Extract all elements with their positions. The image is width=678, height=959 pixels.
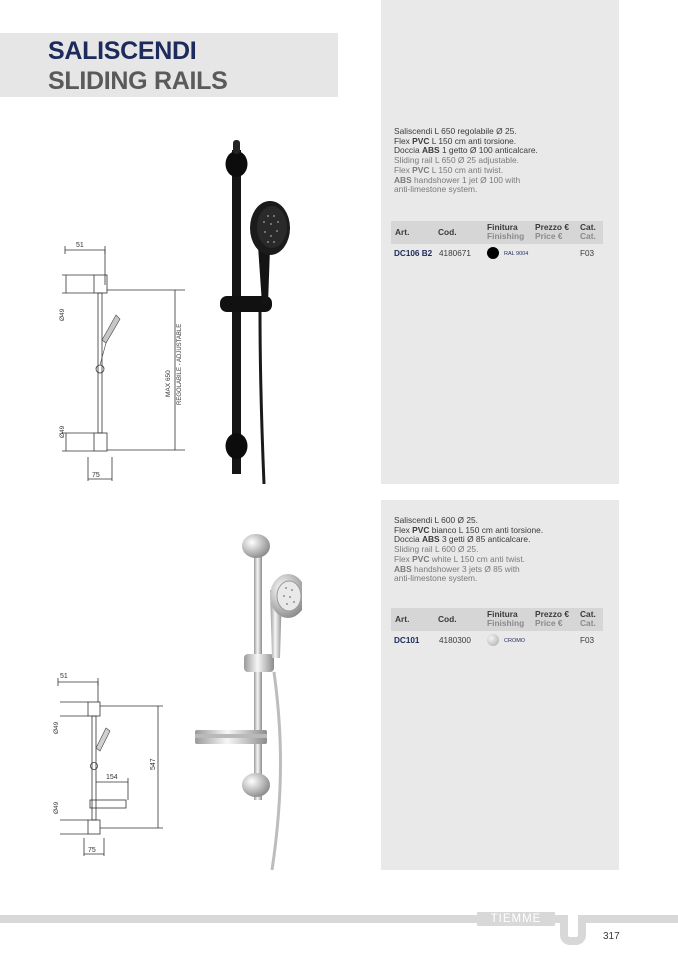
row-finish: CROMO [504, 638, 526, 644]
finish-swatch-chrome [487, 634, 499, 646]
dim-height: 547 [150, 758, 157, 770]
desc-en-line: ABS handshower 1 jet Ø 100 with [394, 174, 521, 185]
dim-bottom: 75 [88, 847, 96, 854]
page-title-it: SALISCENDI [48, 37, 197, 65]
desc-it-line: Saliscendi L 600 Ø 25. [394, 515, 478, 525]
row-cod: 4180300 [439, 636, 471, 645]
row-finish: RAL 9004 [504, 251, 529, 257]
technical-drawing-1 [50, 235, 190, 485]
desc-en-line: Flex PVC white L 150 cm anti twist. [394, 553, 525, 564]
table-header-2 [391, 608, 603, 631]
col-cat: Cat. Cat. [580, 222, 596, 241]
table-header-1 [391, 221, 603, 244]
dim-phi-bottom: Ø49 [53, 801, 60, 814]
dim-shelf: 154 [106, 774, 118, 781]
page-number: 317 [603, 931, 620, 942]
dim-bottom: 75 [92, 472, 100, 479]
desc-it-line: Doccia ABS 3 getti Ø 85 anticalcare. [394, 534, 531, 545]
brand-logo: TIEMME [477, 912, 555, 926]
col-cat: Cat. Cat. [580, 609, 596, 628]
row-art: DC106 B2 [394, 249, 433, 258]
dim-top: 51 [76, 242, 84, 249]
dim-phi-bottom: Ø49 [59, 425, 66, 438]
desc-en-line: anti-limestone system. [394, 573, 478, 584]
desc-en-line: Sliding rail L 650 Ø 25 adjustable. [394, 155, 519, 166]
col-price: Prezzo € Price € [535, 609, 569, 628]
table-row [391, 634, 603, 648]
desc-en-line: Sliding rail L 600 Ø 25. [394, 544, 479, 555]
table-row [391, 247, 603, 261]
dim-height-note: REGOLABILE - ADJUSTABLE [177, 323, 183, 405]
col-finish: Finitura Finishing [487, 609, 525, 628]
col-cod: Cod. [438, 614, 457, 624]
col-art: Art. [395, 614, 410, 624]
dim-phi-top: Ø49 [53, 721, 60, 734]
page-title-en: SLIDING RAILS [48, 67, 228, 95]
desc-en-line: anti-limestone system. [394, 184, 478, 195]
row-cat: F03 [580, 636, 595, 645]
dim-top: 51 [60, 673, 68, 680]
desc-it-line: Flex PVC bianco L 150 cm anti torsione. [394, 524, 544, 535]
desc-en-line: ABS handshower 3 jets Ø 85 with [394, 563, 520, 574]
dim-height: MAX 650 [165, 370, 172, 397]
desc-it-line: Flex PVC L 150 cm anti torsione. [394, 135, 517, 146]
desc-it-line: Doccia ABS 1 getto Ø 100 anticalcare. [394, 145, 538, 156]
finish-swatch-black [487, 247, 499, 259]
row-cat: F03 [580, 249, 595, 258]
product-panel-2 [381, 500, 619, 870]
col-finish: Finitura Finishing [487, 222, 525, 241]
desc-en-line: Flex PVC L 150 cm anti twist. [394, 164, 504, 175]
product-photo-chrome-rail [192, 530, 302, 875]
footer-pipe-decoration [560, 915, 586, 945]
product-description-2 [394, 516, 609, 584]
desc-it-line: Saliscendi L 650 regolabile Ø 25. [394, 126, 517, 136]
dim-phi-top: Ø49 [59, 308, 66, 321]
row-cod: 4180671 [439, 249, 471, 258]
col-art: Art. [395, 227, 410, 237]
col-cod: Cod. [438, 227, 457, 237]
technical-drawing-2 [48, 670, 168, 860]
product-panel-1 [381, 0, 619, 484]
row-art: DC101 [394, 636, 420, 645]
product-description-1 [394, 127, 609, 195]
product-photo-black-rail [212, 136, 302, 488]
footer-bar-right [586, 915, 678, 923]
col-price: Prezzo € Price € [535, 222, 569, 241]
